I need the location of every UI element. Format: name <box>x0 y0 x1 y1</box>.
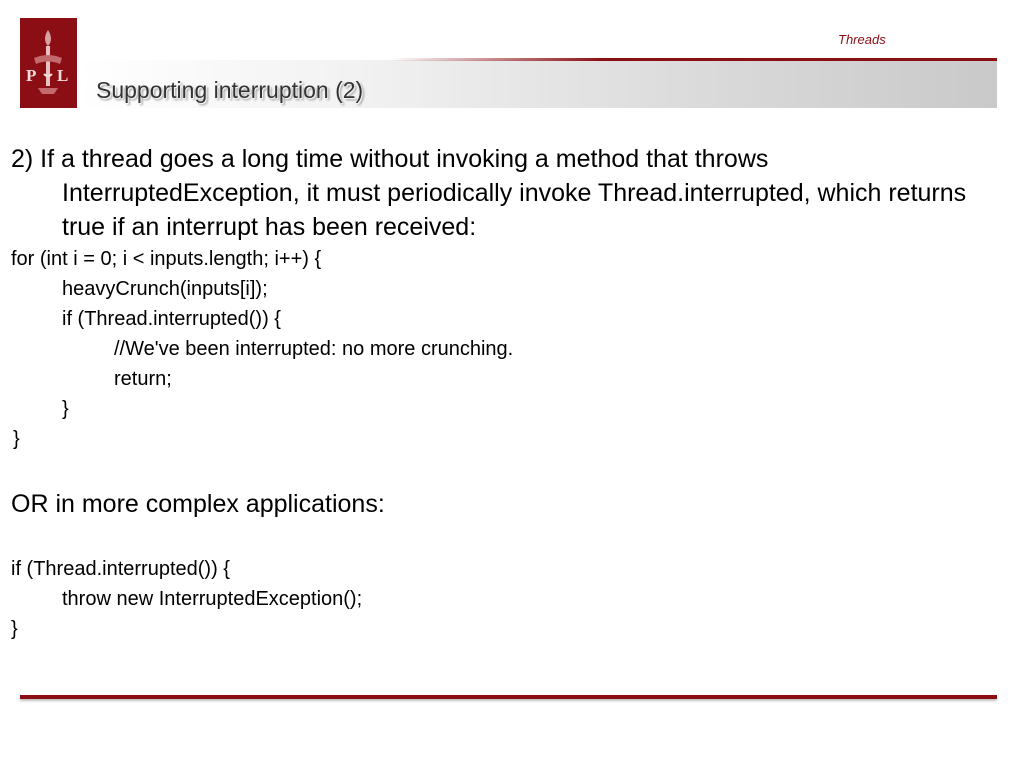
svg-text:L: L <box>57 66 69 85</box>
footer-divider <box>20 695 997 699</box>
code-line: for (int i = 0; i < inputs.length; i++) { <box>11 248 322 270</box>
code-block-loop <box>11 244 1011 454</box>
code-line: //We've been interrupted: no more crunching. <box>114 338 514 360</box>
code-line: return; <box>114 368 172 390</box>
code-line: throw new InterruptedException(); <box>62 588 363 610</box>
code-block-throw <box>11 554 1011 644</box>
slide-title: Supporting interruption (2) <box>96 77 364 103</box>
code-line: } <box>13 428 20 450</box>
section-tag: Threads <box>838 32 886 47</box>
intro-paragraph: 2) If a thread goes a long time without invoking a method that throws InterruptedException, it must periodically invoke Thread.interrupted, which returns true if an interrupt has been received: <box>11 145 967 241</box>
or-line: OR in more complex applications: <box>11 490 385 518</box>
code-line: } <box>11 618 18 640</box>
code-line: if (Thread.interrupted()) { <box>11 558 230 580</box>
university-logo <box>20 18 77 108</box>
code-line: } <box>62 398 69 420</box>
code-line: heavyCrunch(inputs[i]); <box>62 278 268 300</box>
header-accent-line <box>390 58 997 61</box>
code-line: if (Thread.interrupted()) { <box>62 308 281 330</box>
slide-content <box>11 142 1011 644</box>
svg-text:P: P <box>26 66 37 85</box>
